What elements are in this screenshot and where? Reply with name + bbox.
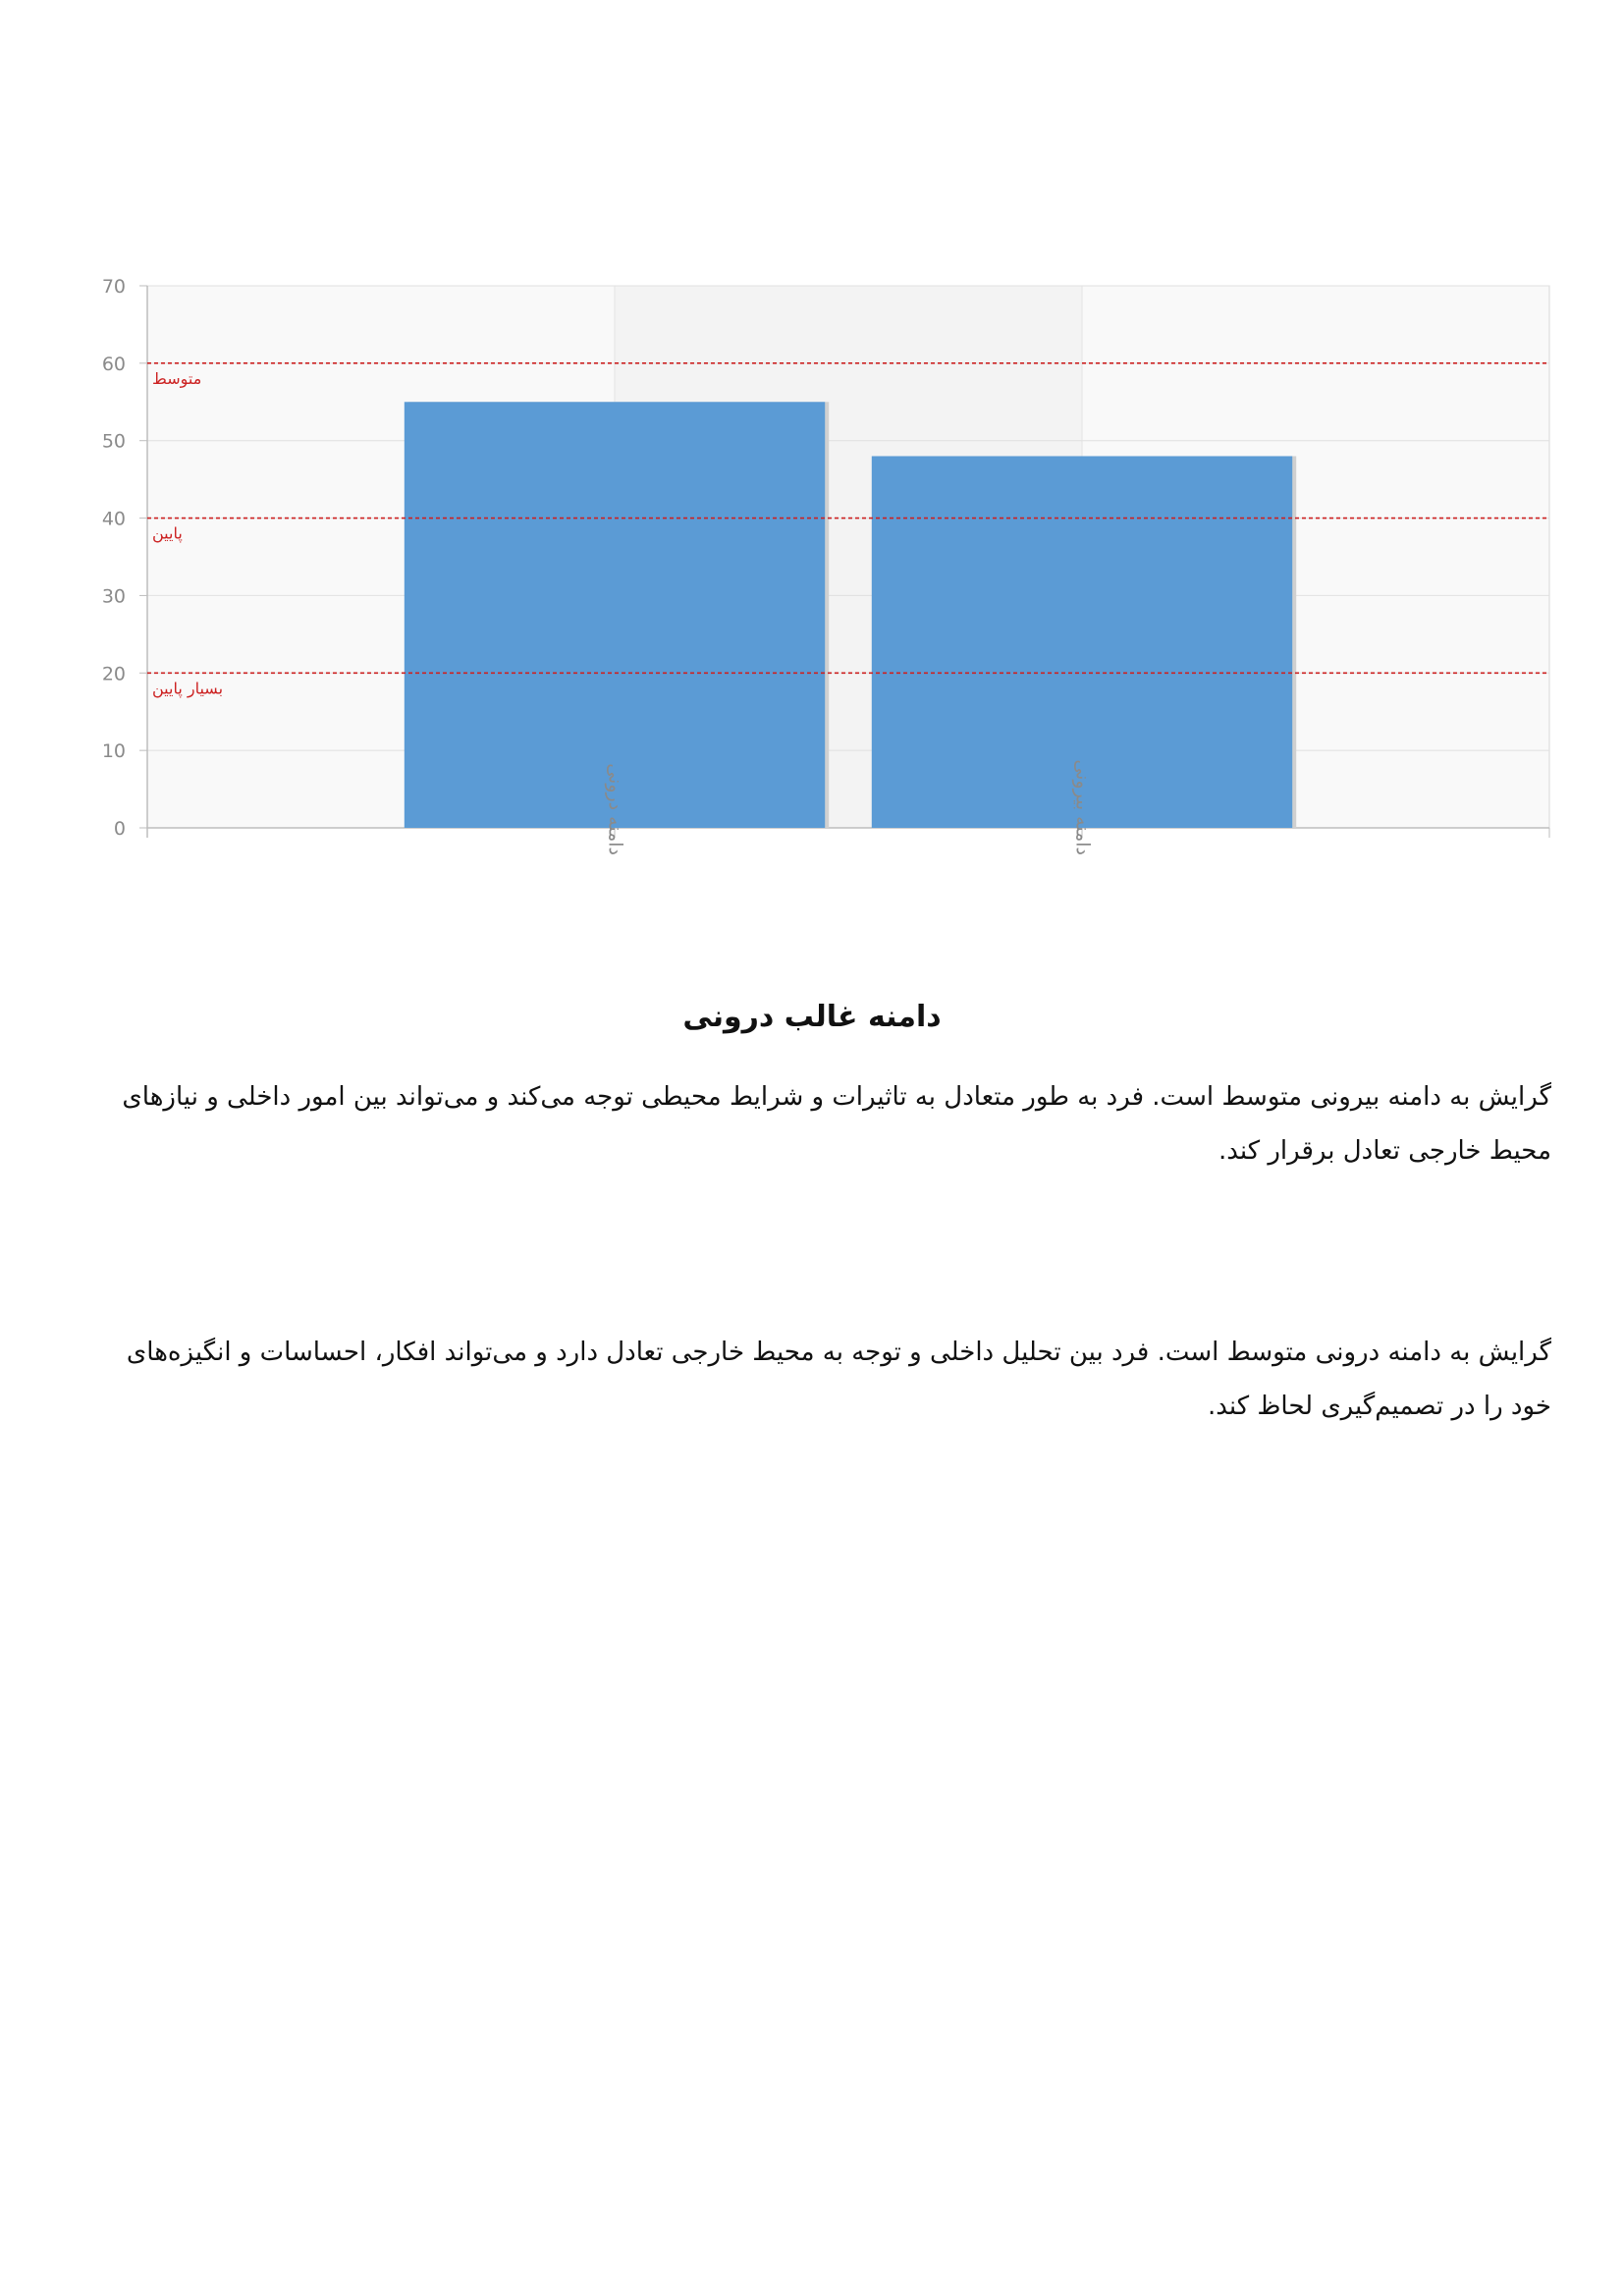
y-tick-label: 60 bbox=[101, 353, 126, 375]
reference-line-label: بسیار پایین bbox=[152, 679, 224, 698]
result-heading: دامنه غالب درونی bbox=[682, 1000, 942, 1034]
x-tick-label: دامنه بیرونی bbox=[1071, 759, 1094, 855]
y-tick-label: 50 bbox=[101, 430, 126, 453]
paragraph-external: گرایش به دامنه بیرونی متوسط است. فرد به طور متعادل به تاثیرات و شرایط محیطی توجه می‌کند و می‌تواند بین امور داخلی و نیازهای محیط خارجی تعادل برقرار کند. bbox=[122, 1082, 1551, 1166]
y-tick-label: 70 bbox=[101, 276, 126, 298]
reference-line-label: پایین bbox=[152, 523, 183, 543]
y-tick-label: 30 bbox=[101, 585, 126, 608]
paragraph-internal: گرایش به دامنه درونی متوسط است. فرد بین تحلیل داخلی و توجه به محیط خارجی تعادل دارد و می‌تواند افکار، احساسات و انگیزه‌های خود را در تصمیم‌گیری لحاظ کند. bbox=[126, 1338, 1551, 1421]
reference-line-label: متوسط bbox=[152, 368, 202, 388]
y-tick-label: 40 bbox=[101, 508, 126, 530]
y-tick-label: 0 bbox=[113, 818, 126, 840]
y-tick-label: 20 bbox=[101, 663, 126, 685]
y-tick-label: 10 bbox=[101, 740, 126, 763]
x-tick-label: دامنه درونی bbox=[604, 763, 626, 855]
bar-chart bbox=[0, 0, 1624, 982]
